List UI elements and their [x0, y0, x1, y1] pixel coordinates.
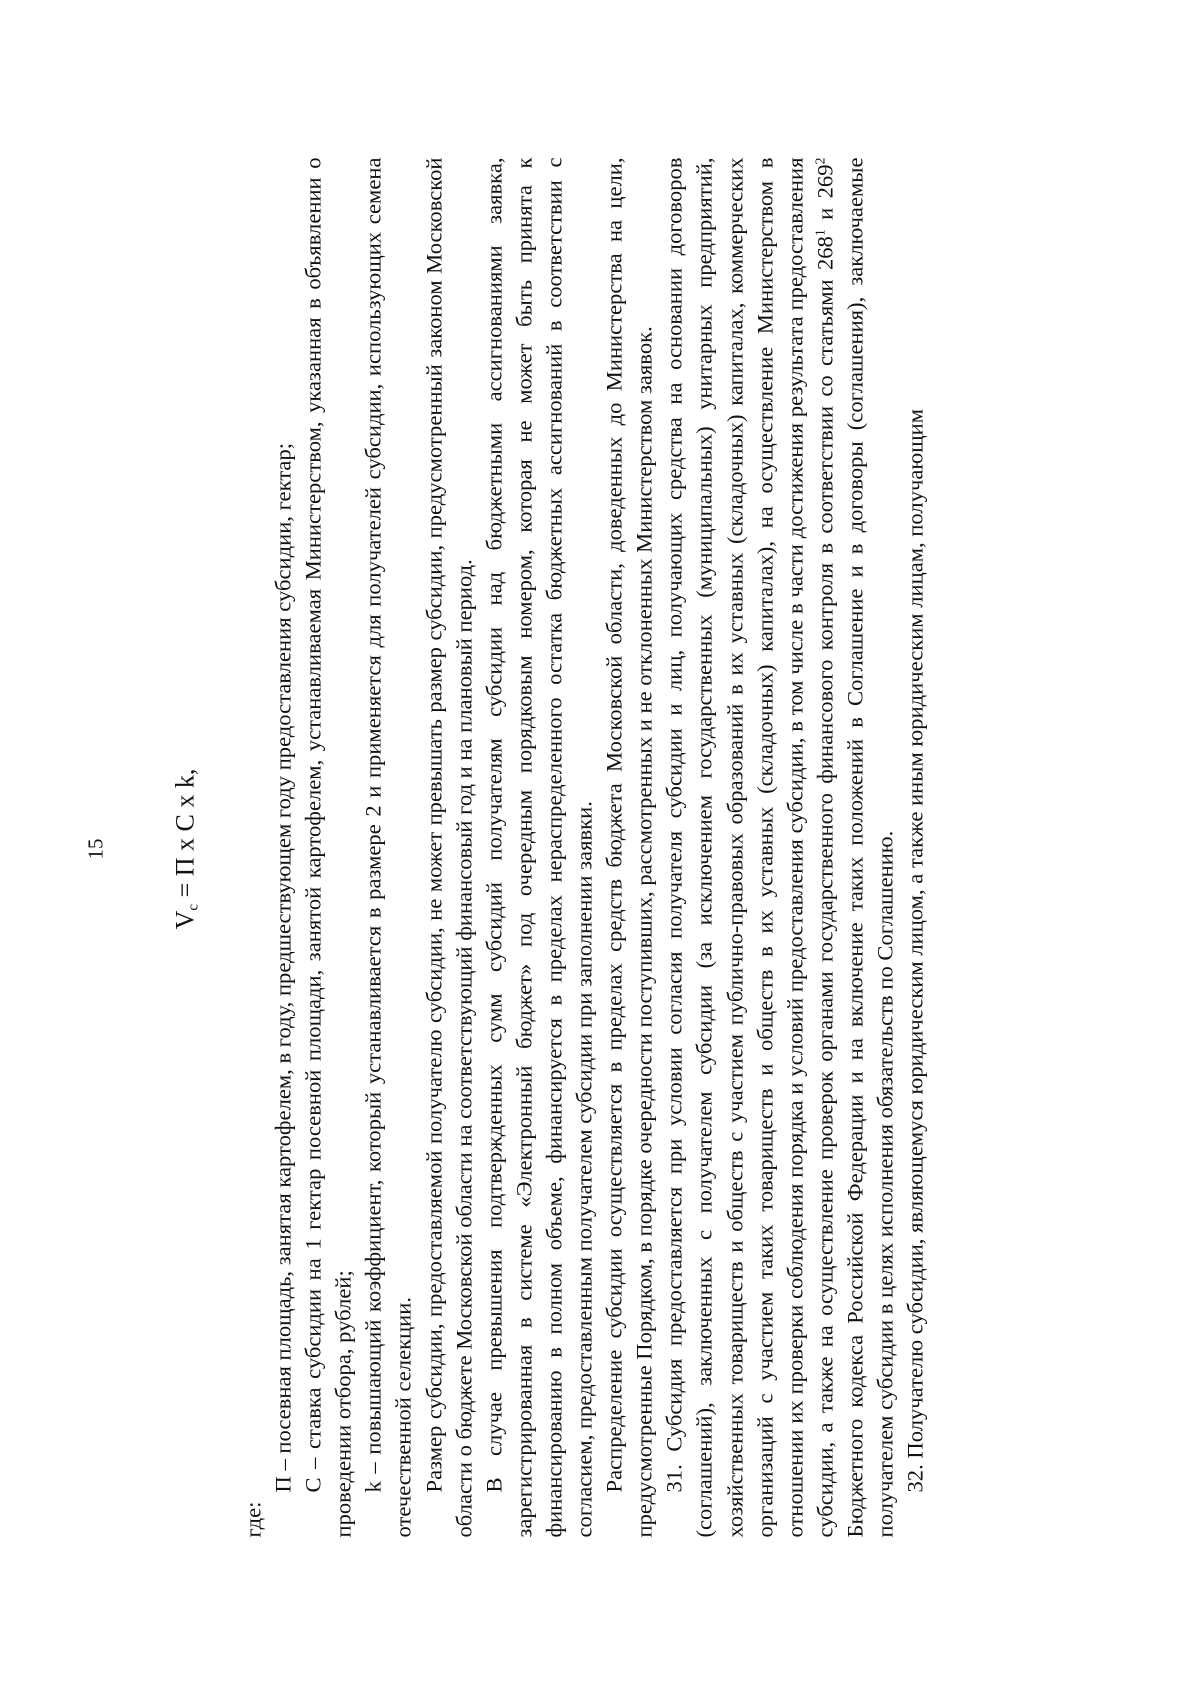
- definition-c: С – ставка субсидии на 1 гектар посевной площади, занятой картофелем, устанавливаемая Министерством, указанная в объявлении о проведении отбора, рублей;: [300, 157, 356, 1537]
- formula-lhs: V: [170, 910, 199, 929]
- subsidy-formula: [170, 0, 202, 1697]
- paragraph-31-part-b: Бюджетного кодекса Российской Федерации и на включение таких положений в Соглашение и в договоры (соглашения), заключаемые получателем субсидии в целях исполнения обязательств по Соглашению.: [841, 157, 897, 1537]
- paragraph-31: [659, 157, 900, 1537]
- paragraph-distribution: Распределение субсидии осуществляется в пределах средств бюджета Московской области, доведенных до Министерства на цели, предусмотренные Порядком, в порядке очередности поступивших, рассмотренных и не отклоненных Министерством заявок.: [601, 157, 657, 1537]
- definition-p: П – посевная площадь, занятая картофелем, в году, предшествующем году предоставления субсидии, гектар;: [270, 442, 296, 1492]
- formula-lhs-subscript: c: [185, 903, 201, 911]
- paragraph-31-part-a: 31. Субсидия предоставляется при условии согласия получателя субсидии и лиц, получающих средства на основании договоров (соглашений), заключенных с получателем субсидии (за исключением государственных (муниципальных) унитарных предприятий, хозяйственных товариществ и обществ с участием публично-правовых образований в их уставных (складочных) капиталах, коммерческих организаций с участием таких товариществ и обществ в их уставных (складочных) капиталах), на осуществление Министерством в отношении их проверки соблюдения порядка и условий предоставления субсидии, в том числе в части достижения результата предоставления субсидии, а также на осуществление проверок органами государственного финансового контроля в соответствии со статьями 268: [661, 157, 837, 1537]
- paragraph-31-middle: и 269: [811, 164, 837, 229]
- paragraph-excess: В случае превышения подтвержденных сумм субсидий получателям субсидии над бюджетными ассигнованиями заявка, зарегистрированная в системе «Электронный бюджет» под очередным порядковым номером, которая не может быть принята к финансированию в полном объеме, финансируется в пределах нераспределенного остатка бюджетных ассигнований в соответствии с согласием, предоставленным получателем субсидии при заполнении заявки.: [480, 157, 597, 1537]
- article-268-superscript: 1: [812, 228, 828, 236]
- page-number: 15: [83, 838, 107, 859]
- definition-k: k – повышающий коэффициент, который устанавливается в размере 2 и применяется для получателей субсидии, использующих семена отечественной селекции.: [360, 157, 416, 1537]
- paragraph-32: 32. Получателю субсидии, являющемуся юридическим лицом, а также иным юридическим лицам, получающим: [902, 408, 928, 1492]
- article-269-superscript: 2: [812, 157, 828, 164]
- where-label: где:: [240, 1501, 265, 1537]
- paragraph-subsidy-size: Размер субсидии, предоставляемой получателю субсидии, не может превышать размер субсидии, предусмотренный законом Московской области о бюджете Московской области на соответствующий финансовый год и на плановый период.: [420, 157, 476, 1537]
- formula-rhs: = П x С x k,: [170, 768, 199, 904]
- body-text: [238, 157, 930, 1537]
